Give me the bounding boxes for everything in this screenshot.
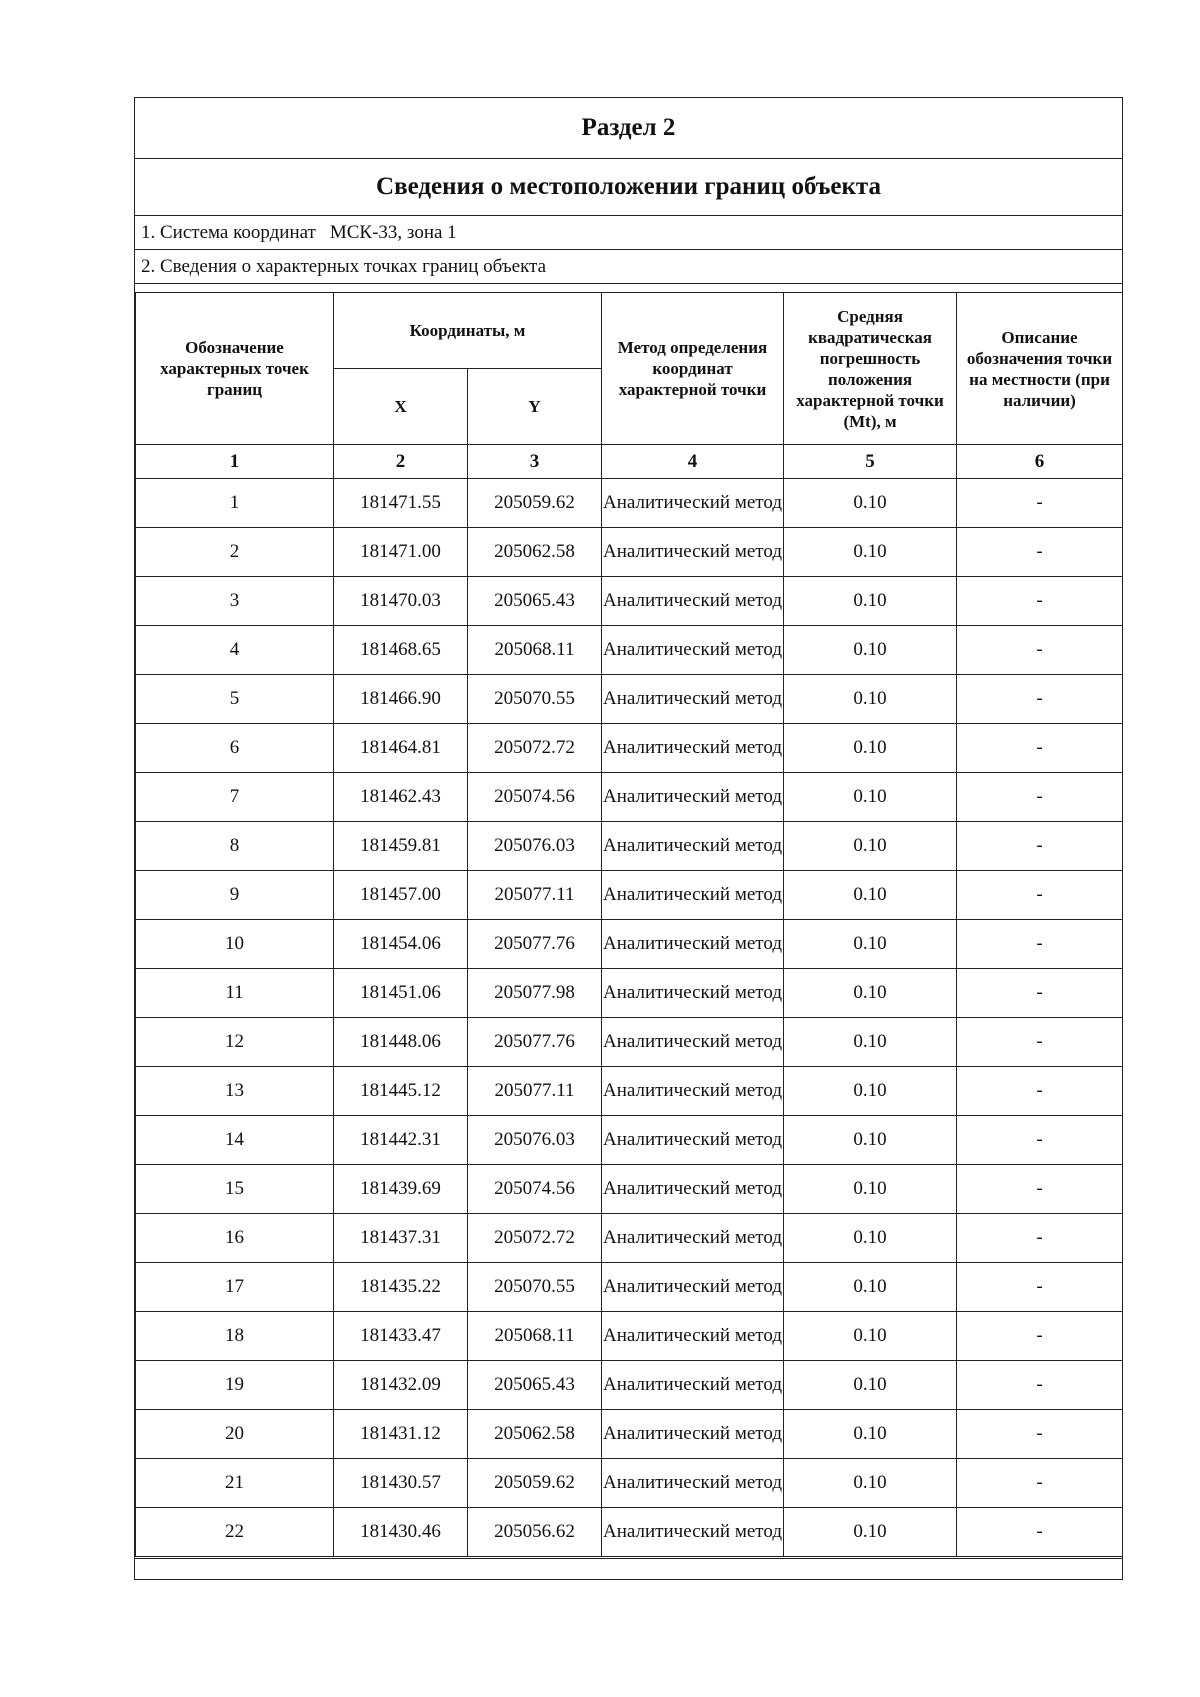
table-row xyxy=(136,1312,1123,1361)
y-coordinate-cell: 205077.11 xyxy=(468,871,602,920)
method-cell: Аналитический метод xyxy=(602,822,784,871)
point-id-cell: 6 xyxy=(136,724,334,773)
description-cell: - xyxy=(957,1067,1123,1116)
x-coordinate-cell: 181464.81 xyxy=(334,724,468,773)
method-cell: Аналитический метод xyxy=(602,1214,784,1263)
point-id-cell: 10 xyxy=(136,920,334,969)
x-coordinate-cell: 181471.00 xyxy=(334,528,468,577)
method-cell: Аналитический метод xyxy=(602,626,784,675)
column-number-row xyxy=(136,445,1123,479)
description-cell: - xyxy=(957,1361,1123,1410)
y-coordinate-cell: 205077.76 xyxy=(468,1018,602,1067)
mean-error-cell: 0.10 xyxy=(784,969,957,1018)
table-bottom-strip xyxy=(135,1558,1122,1579)
method-cell: Аналитический метод xyxy=(602,479,784,528)
point-id-cell: 4 xyxy=(136,626,334,675)
description-cell: - xyxy=(957,871,1123,920)
point-id-cell: 13 xyxy=(136,1067,334,1116)
y-coordinate-cell: 205062.58 xyxy=(468,528,602,577)
y-coordinate-cell: 205065.43 xyxy=(468,1361,602,1410)
table-row xyxy=(136,822,1123,871)
y-coordinate-cell: 205076.03 xyxy=(468,822,602,871)
point-id-cell: 18 xyxy=(136,1312,334,1361)
mean-error-cell: 0.10 xyxy=(784,1312,957,1361)
description-cell: - xyxy=(957,1116,1123,1165)
table-row xyxy=(136,1361,1123,1410)
table-row xyxy=(136,626,1123,675)
section-title: Раздел 2 xyxy=(135,98,1122,159)
point-id-cell: 5 xyxy=(136,675,334,724)
method-cell: Аналитический метод xyxy=(602,577,784,626)
method-cell: Аналитический метод xyxy=(602,528,784,577)
method-cell: Аналитический метод xyxy=(602,773,784,822)
x-coordinate-cell: 181430.57 xyxy=(334,1459,468,1508)
point-id-cell: 19 xyxy=(136,1361,334,1410)
table-row xyxy=(136,724,1123,773)
x-coordinate-cell: 181471.55 xyxy=(334,479,468,528)
description-cell: - xyxy=(957,626,1123,675)
header-description: Описание обозначения точки на местности (при наличии) xyxy=(957,293,1123,445)
description-cell: - xyxy=(957,479,1123,528)
mean-error-cell: 0.10 xyxy=(784,626,957,675)
x-coordinate-cell: 181466.90 xyxy=(334,675,468,724)
y-coordinate-cell: 205077.98 xyxy=(468,969,602,1018)
mean-error-cell: 0.10 xyxy=(784,920,957,969)
table-row xyxy=(136,1067,1123,1116)
mean-error-cell: 0.10 xyxy=(784,1067,957,1116)
point-id-cell: 22 xyxy=(136,1508,334,1557)
table-row xyxy=(136,1508,1123,1557)
table-row xyxy=(136,479,1123,528)
mean-error-cell: 0.10 xyxy=(784,724,957,773)
header-method: Метод определения координат характерной точки xyxy=(602,293,784,445)
method-cell: Аналитический метод xyxy=(602,920,784,969)
y-coordinate-cell: 205074.56 xyxy=(468,1165,602,1214)
column-number: 2 xyxy=(334,445,468,479)
mean-error-cell: 0.10 xyxy=(784,1165,957,1214)
mean-error-cell: 0.10 xyxy=(784,1214,957,1263)
table-row xyxy=(136,675,1123,724)
method-cell: Аналитический метод xyxy=(602,1018,784,1067)
description-cell: - xyxy=(957,528,1123,577)
method-cell: Аналитический метод xyxy=(602,724,784,773)
y-coordinate-cell: 205068.11 xyxy=(468,626,602,675)
method-cell: Аналитический метод xyxy=(602,1116,784,1165)
method-cell: Аналитический метод xyxy=(602,1165,784,1214)
table-row xyxy=(136,871,1123,920)
boundary-points-table xyxy=(135,292,1123,1557)
table-row xyxy=(136,1214,1123,1263)
point-id-cell: 21 xyxy=(136,1459,334,1508)
description-cell: - xyxy=(957,1214,1123,1263)
method-cell: Аналитический метод xyxy=(602,871,784,920)
y-coordinate-cell: 205070.55 xyxy=(468,1263,602,1312)
table-row xyxy=(136,920,1123,969)
header-coordinates: Координаты, м xyxy=(334,293,602,369)
description-cell: - xyxy=(957,1459,1123,1508)
table-row xyxy=(136,1410,1123,1459)
mean-error-cell: 0.10 xyxy=(784,577,957,626)
point-id-cell: 9 xyxy=(136,871,334,920)
x-coordinate-cell: 181439.69 xyxy=(334,1165,468,1214)
y-coordinate-cell: 205077.11 xyxy=(468,1067,602,1116)
coordinate-system-value: МСК-33, зона 1 xyxy=(329,221,457,243)
description-cell: - xyxy=(957,1018,1123,1067)
point-id-cell: 3 xyxy=(136,577,334,626)
x-coordinate-cell: 181462.43 xyxy=(334,773,468,822)
mean-error-cell: 0.10 xyxy=(784,822,957,871)
method-cell: Аналитический метод xyxy=(602,1361,784,1410)
x-coordinate-cell: 181432.09 xyxy=(334,1361,468,1410)
point-id-cell: 2 xyxy=(136,528,334,577)
x-coordinate-cell: 181448.06 xyxy=(334,1018,468,1067)
description-cell: - xyxy=(957,1312,1123,1361)
mean-error-cell: 0.10 xyxy=(784,675,957,724)
points-heading: 2. Сведения о характерных точках границ объекта xyxy=(135,250,1122,284)
point-id-cell: 16 xyxy=(136,1214,334,1263)
x-coordinate-cell: 181435.22 xyxy=(334,1263,468,1312)
y-coordinate-cell: 205059.62 xyxy=(468,479,602,528)
method-cell: Аналитический метод xyxy=(602,969,784,1018)
method-cell: Аналитический метод xyxy=(602,1067,784,1116)
x-coordinate-cell: 181437.31 xyxy=(334,1214,468,1263)
x-coordinate-cell: 181457.00 xyxy=(334,871,468,920)
header-mean-error: Средняя квадратическая погрешность положения характерной точки (Mt), м xyxy=(784,293,957,445)
header-x: X xyxy=(334,369,468,445)
x-coordinate-cell: 181431.12 xyxy=(334,1410,468,1459)
y-coordinate-cell: 205074.56 xyxy=(468,773,602,822)
x-coordinate-cell: 181470.03 xyxy=(334,577,468,626)
y-coordinate-cell: 205070.55 xyxy=(468,675,602,724)
table-row xyxy=(136,528,1123,577)
method-cell: Аналитический метод xyxy=(602,675,784,724)
description-cell: - xyxy=(957,675,1123,724)
description-cell: - xyxy=(957,822,1123,871)
mean-error-cell: 0.10 xyxy=(784,1263,957,1312)
point-id-cell: 11 xyxy=(136,969,334,1018)
mean-error-cell: 0.10 xyxy=(784,479,957,528)
y-coordinate-cell: 205062.58 xyxy=(468,1410,602,1459)
column-number: 1 xyxy=(136,445,334,479)
y-coordinate-cell: 205056.62 xyxy=(468,1508,602,1557)
table-body xyxy=(136,479,1123,1557)
y-coordinate-cell: 205068.11 xyxy=(468,1312,602,1361)
table-row xyxy=(136,1165,1123,1214)
y-coordinate-cell: 205077.76 xyxy=(468,920,602,969)
table-row xyxy=(136,577,1123,626)
description-cell: - xyxy=(957,773,1123,822)
description-cell: - xyxy=(957,1165,1123,1214)
y-coordinate-cell: 205072.72 xyxy=(468,724,602,773)
method-cell: Аналитический метод xyxy=(602,1263,784,1312)
table-row xyxy=(136,1263,1123,1312)
point-id-cell: 1 xyxy=(136,479,334,528)
x-coordinate-cell: 181430.46 xyxy=(334,1508,468,1557)
table-row xyxy=(136,1116,1123,1165)
mean-error-cell: 0.10 xyxy=(784,1459,957,1508)
mean-error-cell: 0.10 xyxy=(784,1508,957,1557)
column-number: 6 xyxy=(957,445,1123,479)
point-id-cell: 20 xyxy=(136,1410,334,1459)
column-number: 5 xyxy=(784,445,957,479)
column-number: 3 xyxy=(468,445,602,479)
mean-error-cell: 0.10 xyxy=(784,528,957,577)
point-id-cell: 14 xyxy=(136,1116,334,1165)
table-row xyxy=(136,773,1123,822)
mean-error-cell: 0.10 xyxy=(784,1361,957,1410)
point-id-cell: 12 xyxy=(136,1018,334,1067)
x-coordinate-cell: 181451.06 xyxy=(334,969,468,1018)
description-cell: - xyxy=(957,1410,1123,1459)
x-coordinate-cell: 181442.31 xyxy=(334,1116,468,1165)
description-cell: - xyxy=(957,1508,1123,1557)
description-cell: - xyxy=(957,969,1123,1018)
x-coordinate-cell: 181459.81 xyxy=(334,822,468,871)
y-coordinate-cell: 205065.43 xyxy=(468,577,602,626)
x-coordinate-cell: 181433.47 xyxy=(334,1312,468,1361)
column-number: 4 xyxy=(602,445,784,479)
point-id-cell: 15 xyxy=(136,1165,334,1214)
description-cell: - xyxy=(957,1263,1123,1312)
method-cell: Аналитический метод xyxy=(602,1410,784,1459)
mean-error-cell: 0.10 xyxy=(784,773,957,822)
method-cell: Аналитический метод xyxy=(602,1312,784,1361)
point-id-cell: 8 xyxy=(136,822,334,871)
coordinate-system-line xyxy=(135,216,1122,250)
x-coordinate-cell: 181445.12 xyxy=(334,1067,468,1116)
description-cell: - xyxy=(957,920,1123,969)
mean-error-cell: 0.10 xyxy=(784,1410,957,1459)
y-coordinate-cell: 205059.62 xyxy=(468,1459,602,1508)
y-coordinate-cell: 205072.72 xyxy=(468,1214,602,1263)
table-row xyxy=(136,1018,1123,1067)
x-coordinate-cell: 181454.06 xyxy=(334,920,468,969)
method-cell: Аналитический метод xyxy=(602,1459,784,1508)
header-y: Y xyxy=(468,369,602,445)
document-frame xyxy=(134,97,1123,1580)
x-coordinate-cell: 181468.65 xyxy=(334,626,468,675)
mean-error-cell: 0.10 xyxy=(784,1018,957,1067)
table-row xyxy=(136,1459,1123,1508)
section-subtitle: Сведения о местоположении границ объекта xyxy=(135,159,1122,216)
header-point-designation: Обозначение характерных точек границ xyxy=(136,293,334,445)
point-id-cell: 7 xyxy=(136,773,334,822)
coordinate-system-label: 1. Система координат xyxy=(141,221,316,243)
point-id-cell: 17 xyxy=(136,1263,334,1312)
table-row xyxy=(136,969,1123,1018)
mean-error-cell: 0.10 xyxy=(784,871,957,920)
mean-error-cell: 0.10 xyxy=(784,1116,957,1165)
description-cell: - xyxy=(957,724,1123,773)
y-coordinate-cell: 205076.03 xyxy=(468,1116,602,1165)
description-cell: - xyxy=(957,577,1123,626)
method-cell: Аналитический метод xyxy=(602,1508,784,1557)
